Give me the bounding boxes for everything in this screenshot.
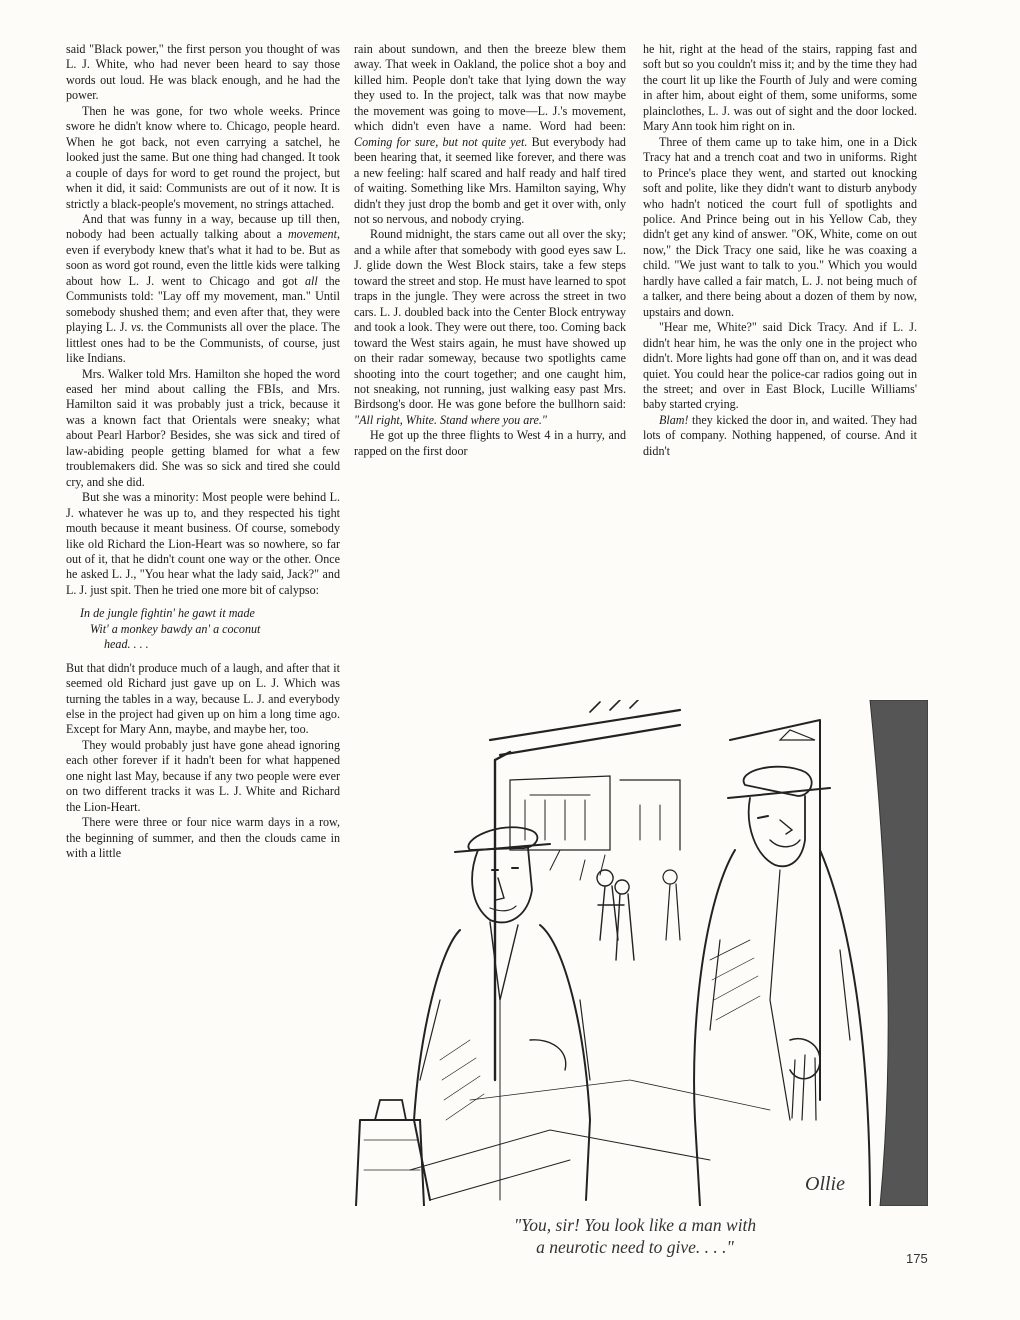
- paragraph: "Hear me, White?" said Dick Tracy. And if L. J. didn't hear him, he was the only one in the project who didn't. More lights had gone off than on, and it was dead quiet. You could hear the police-car radios going out in the street; and over in East Block, Lucille Williams' baby started crying.: [643, 320, 917, 412]
- verse-line: Wit' a monkey bawdy an' a coconut: [90, 621, 261, 636]
- paragraph: Three of them came up to take him, one in a Dick Tracy hat and a trench coat and two in uniforms. Right to Prince's place they went, and started out knocking soft and polite, like they didn't want to disturb anybody who hadn't noticed the court full of spotlights and police. And Prince being out in his Yellow Cab, they didn't get any kind of answer. "OK, White, come on out now," the Dick Tracy one said, like he was coaxing a child. "We just want to talk to you." Which you would hardly have called a fair match, L. J. not being much of a talker, and there being about a dozen of them by now, upstairs and down.: [643, 134, 917, 319]
- paragraph: said "Black power," the first person you thought of was L. J. White, who had never been heard to say those words out loud. He was black enough, and he had the power.: [66, 42, 340, 103]
- verse-line: head. . . .: [104, 637, 149, 652]
- paragraph: They would probably just have gone ahead ignoring each other forever if it hadn't been for what happened one night last May, because if any two people were ever on two different tracks it was L. J. White and Richard the Lion-Heart.: [66, 737, 340, 814]
- paragraph: He got up the three flights to West 4 in a hurry, and rapped on the first door: [354, 428, 626, 458]
- artist-signature: Ollie: [805, 1173, 845, 1195]
- paragraph: he hit, right at the head of the stairs, rapping fast and soft but so you couldn't miss it; and by the time they had the court lit up like the Fourth of July and were coming in after him, about eight of them, some uniforms, some plainclothes, L. J. was out of sight and the door locked. Mary Ann took him right on in.: [643, 42, 917, 134]
- verse-line: In de jungle fightin' he gawt it made: [80, 606, 255, 621]
- caption-line: a neurotic need to give. . . .": [536, 1237, 734, 1257]
- paragraph: But she was a minority: Most people were behind L. J. whatever he was up to, and they respected his tight mouth because it meant business. Of course, somebody like old Richard the Lion-Heart was so nowhere, so far out of it, that he didn't count one way or the other. Once he asked L. J., "You hear what the lady said, Jack?" and L. J. just spit. Then he tried one more bit of calypso:: [66, 490, 340, 597]
- paragraph: Round midnight, the stars came out all over the sky; and a while after that somebody with good eyes saw L. J. glide down the West Block stairs, take a few steps toward the street and stop. He must have learned to spot traps in the jungle. They were across the street in two cars. L. J. doubled back into the Center Block entryway and took a look. They were out there, too. Coming back toward the West stairs again, he must have showed up on their radar someway, because two spotlights came shooting into the court together; and one caught him, not sneaking, not running, just walking easy past Mrs. Birdsong's door. He was gone before the bullhorn said: "All right, White. Stand where you are.": [354, 227, 626, 427]
- text-column-1: [66, 42, 340, 862]
- paragraph: There were three or four nice warm days in a row, the beginning of summer, and then the clouds came in with a little: [66, 815, 340, 861]
- paragraph: Mrs. Walker told Mrs. Hamilton she hoped the word eased her mind about calling the FBIs, and Mrs. Hamilton said it was probably just a trick, because it was a known fact that Orientals were sneaky; what about Pearl Harbor? Besides, she was sick and tired of law-abiding people getting blamed for what a few troublemakers did. She was so sick and tired she could cry, and she did.: [66, 366, 340, 489]
- text-column-3: [643, 42, 917, 459]
- cartoon-illustration: [350, 700, 928, 1206]
- cartoon-caption: [430, 1214, 840, 1258]
- paragraph: Blam! they kicked the door in, and waited. They had lots of company. Nothing happened, of course. And it didn't: [643, 412, 917, 458]
- paragraph: But that didn't produce much of a laugh, and after that it seemed old Richard just gave up on L. J. Which was turning the tables in a way, because L. J. and everybody else in the project had given up on him a long time ago. Except for Mary Ann, maybe, and maybe her, too.: [66, 660, 340, 737]
- paragraph: rain about sundown, and then the breeze blew them away. That week in Oakland, the police shot a boy and killed him. People don't take that lying down the way they used to. In the project, talk was that now maybe the movement was going to move—L. J.'s movement, which didn't even have a name. Word had been: Coming for sure, but not quite yet. But everybody had been hearing that, it seemed like forever, and there was a new feeling: half scared and half ready and half tired of waiting. Something like Mrs. Hamilton saying, Why didn't they just drop the bomb and get it over with, only not so nervous, and nobody crying.: [354, 42, 626, 226]
- page-number: 175: [906, 1251, 928, 1266]
- paragraph: Then he was gone, for two whole weeks. Prince swore he didn't know where to. Chicago, people heard. When he got back, not even carrying a satchel, he looked just the same. But one thing had changed. It took a couple of days for word to get round the project, but when it did, it said: Communists are out of it now. It is strictly a black-people's movement, no strings attached.: [66, 103, 340, 211]
- verse: [80, 606, 340, 652]
- caption-line: "You, sir! You look like a man with: [513, 1215, 757, 1235]
- paragraph: And that was funny in a way, because up till then, nobody had been actually talking about a movement, even if everybody knew that's what it had to be. But as soon as word got round, even the little kids were talking about how L. J. went to Chicago and got all the Communists told: "Lay off my movement, man." Until somebody shushed them; and even after that, they were playing L. J. vs. the Communists all over the place. The littlest ones had to be the Communists, of course, just like Indians.: [66, 211, 340, 366]
- text-column-2: [354, 42, 626, 459]
